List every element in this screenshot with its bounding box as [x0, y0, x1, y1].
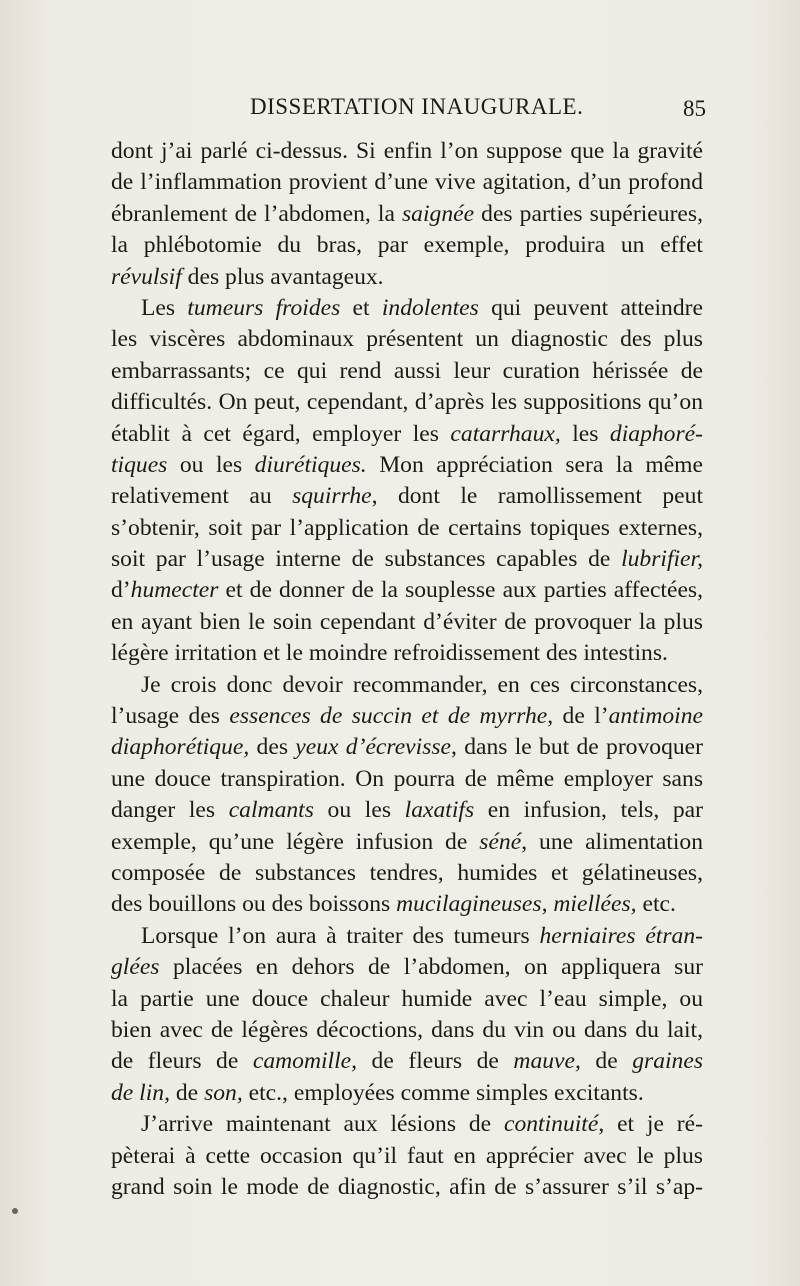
- italic-text: glées: [111, 954, 160, 981]
- text-line: [111, 419, 703, 450]
- italic-text: laxatifs: [404, 797, 475, 824]
- italic-text: camomille,: [252, 1048, 358, 1075]
- italic-text: lubrifier,: [621, 546, 703, 573]
- italic-text: diaphorétique,: [111, 734, 250, 761]
- text-line: [111, 167, 703, 198]
- text-line: [111, 952, 703, 983]
- text-run: en ayant bien le soin cependant d’éviter de provoquer la plus: [111, 608, 703, 635]
- text-line: [111, 921, 703, 952]
- text-run: ébranlement de l’abdomen, la: [111, 200, 402, 227]
- italic-text: mucilagineuses, miellées,: [396, 891, 637, 918]
- text-run: d’: [111, 577, 131, 604]
- text-line: [111, 858, 703, 889]
- text-run: grand soin le mode de diagnostic, afin de s’assurer s’il s’ap-: [111, 1173, 703, 1200]
- italic-text: indolentes: [381, 294, 479, 321]
- text-line: [111, 827, 703, 858]
- text-run: s’obtenir, soit par l’application de certains topiques externes,: [111, 514, 703, 541]
- text-line: [111, 889, 703, 920]
- text-run: J’arrive maintenant aux lésions de: [141, 1111, 504, 1138]
- text-run: des plus avantageux.: [181, 263, 384, 290]
- text-line: [111, 984, 703, 1015]
- text-line: [111, 387, 703, 418]
- page-number: 85: [683, 96, 706, 121]
- text-run: exemple, qu’une légère infusion de: [111, 828, 480, 855]
- text-run: en infusion, tels, par: [474, 797, 704, 824]
- text-run: etc.: [636, 891, 676, 918]
- text-run: placées en dehors de l’abdomen, on appliquera sur: [159, 954, 703, 981]
- text-line: [111, 670, 703, 701]
- text-run: des parties supérieures,: [474, 200, 703, 227]
- text-run: légère irritation et le moindre refroidissement des intestins.: [111, 640, 668, 667]
- text-run: etc., employées comme simples excitants.: [242, 1079, 644, 1106]
- italic-text: yeux d’écrevisse: [295, 734, 452, 761]
- text-run: dont j’ai parlé ci-dessus. Si enfin l’on suppose que la gravité: [111, 138, 703, 164]
- text-run: de: [169, 1079, 205, 1106]
- page-header: [108, 90, 706, 124]
- text-line: [111, 732, 703, 763]
- text-run: ou les: [313, 797, 405, 824]
- italic-text: révulsif: [111, 263, 182, 290]
- text-run: bien avec de légères décoctions, dans du vin ou dans du lait,: [111, 1016, 703, 1043]
- text-line: [111, 356, 703, 387]
- italic-text: catarrhaux,: [450, 420, 561, 447]
- text-line: [111, 1141, 703, 1172]
- italic-text: herniaires étran-: [539, 922, 703, 949]
- italic-text: saignée: [402, 200, 475, 227]
- italic-text: diaphoré-: [609, 420, 703, 447]
- text-run: difficultés. On peut, cependant, d’après les suppositions qu’on: [111, 389, 703, 416]
- text-run: les viscères abdominaux présentent un diagnostic des plus: [111, 326, 703, 353]
- text-run: Lorsque l’on aura à traiter des tumeurs: [141, 922, 540, 949]
- text-run: de fleurs de: [357, 1048, 514, 1075]
- text-run: et: [340, 294, 382, 321]
- text-run: , une alimentation: [521, 828, 703, 855]
- italic-text: humecter: [130, 577, 219, 604]
- text-line: [111, 513, 703, 544]
- italic-text: de lin,: [111, 1079, 170, 1106]
- italic-text: tumeurs froides: [187, 294, 341, 321]
- italic-text: son,: [204, 1079, 243, 1106]
- text-run: une douce transpiration. On pourra de même employer sans: [111, 765, 703, 792]
- text-line: [111, 1172, 703, 1203]
- italic-text: mauve,: [513, 1048, 581, 1075]
- italic-text: antimoine: [608, 703, 703, 730]
- text-run: les: [560, 420, 610, 447]
- text-run: établit à cet égard, employer les: [111, 420, 451, 447]
- text-run: la partie une douce chaleur humide avec l’eau simple, ou: [111, 985, 703, 1012]
- italic-text: séné: [479, 828, 522, 855]
- text-run: et de donner de la souplesse aux parties affectées,: [218, 577, 703, 604]
- text-run: pèterai à cette occasion qu’il faut en apprécier avec le plus: [111, 1142, 703, 1169]
- text-run: qui peuvent atteindre: [478, 294, 703, 321]
- text-run: des bouillons ou des boissons: [111, 891, 397, 918]
- text-line: [111, 638, 703, 669]
- text-run: de l’inflammation provient d’une vive agitation, d’un profond: [111, 169, 703, 196]
- text-line: [111, 764, 703, 795]
- italic-text: calmants: [228, 797, 314, 824]
- italic-text: diurétiques.: [254, 451, 367, 478]
- text-run: ou les: [167, 451, 255, 478]
- text-line: [111, 230, 703, 261]
- italic-text: continuité: [503, 1111, 599, 1138]
- text-run: danger les: [111, 797, 229, 824]
- text-line: [111, 1078, 703, 1109]
- italic-text: tiques: [111, 451, 168, 478]
- text-run: embarrassants; ce qui rend aussi leur curation hérissée de: [111, 357, 703, 384]
- text-run: composée de substances tendres, humides et gélatineuses,: [111, 859, 703, 886]
- text-line: [111, 1046, 703, 1077]
- italic-text: graines: [632, 1048, 703, 1075]
- ink-speck: [12, 1208, 18, 1214]
- text-line: [111, 607, 703, 638]
- text-line: [111, 1109, 703, 1140]
- text-line: [111, 136, 703, 167]
- text-run: des: [249, 734, 296, 761]
- text-run: l’usage des: [111, 703, 230, 730]
- text-line: [111, 262, 703, 293]
- text-run: la phlébotomie du bras, par exemple, produira un effet: [111, 232, 703, 259]
- text-run: , dans le but de provoquer: [451, 734, 703, 761]
- text-run: de: [580, 1048, 633, 1075]
- italic-text: squirrhe: [292, 483, 372, 510]
- italic-text: essences de succin et de myrrhe: [229, 703, 548, 730]
- text-line: [111, 293, 703, 324]
- text-run: , et je ré-: [598, 1111, 703, 1138]
- running-head: DISSERTATION INAUGURALE.: [250, 94, 584, 119]
- text-line: [111, 544, 703, 575]
- text-run: Je crois donc devoir recommander, en ces circonstances,: [141, 671, 703, 698]
- text-line: [111, 324, 703, 355]
- text-run: Les: [141, 294, 188, 321]
- text-line: [111, 575, 703, 606]
- text-run: relativement au: [111, 483, 293, 510]
- text-run: , de l’: [547, 703, 609, 730]
- text-line: [111, 795, 703, 826]
- text-run: de fleurs de: [111, 1048, 253, 1075]
- text-run: Mon appréciation sera la même: [366, 451, 703, 478]
- text-line: [111, 481, 703, 512]
- text-line: [111, 701, 703, 732]
- text-line: [111, 1015, 703, 1046]
- text-run: soit par l’usage interne de substances capables de: [111, 546, 622, 573]
- text-line: [111, 450, 703, 481]
- body-text: [111, 136, 703, 1203]
- text-run: , dont le ramollissement peut: [371, 483, 703, 510]
- text-line: [111, 199, 703, 230]
